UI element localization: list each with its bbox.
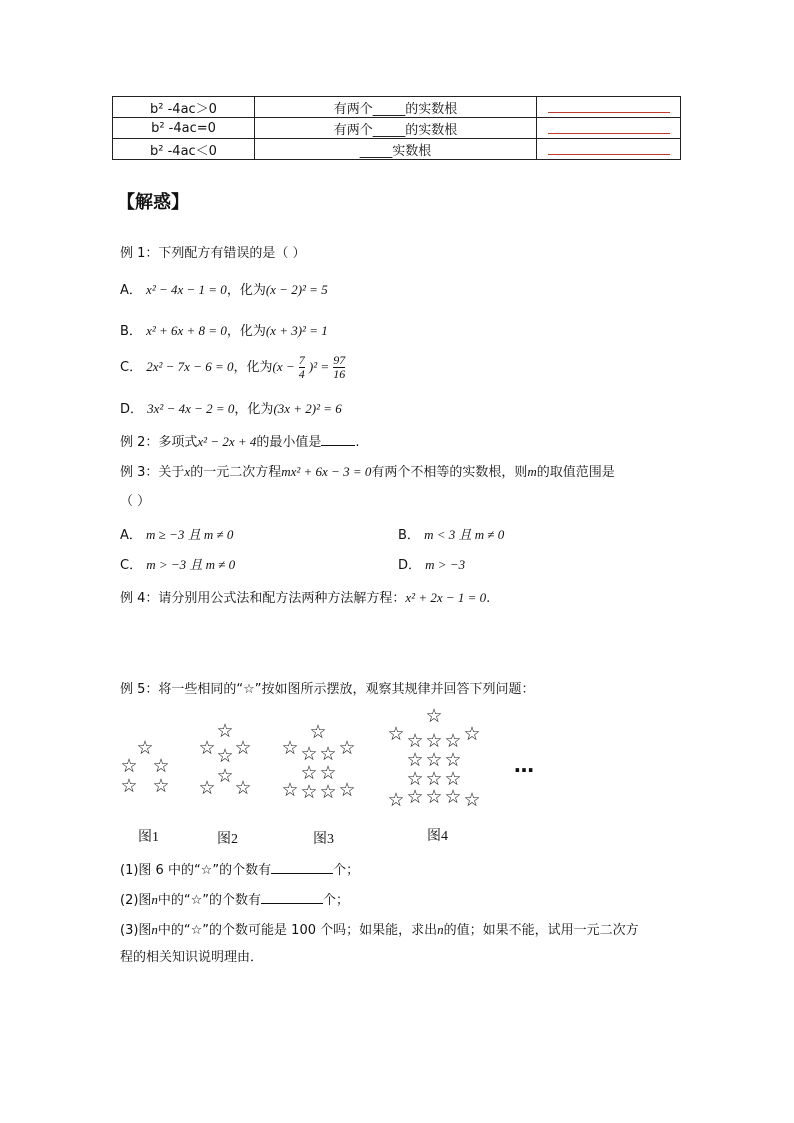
equation: x² + 2x − 1 = 0	[405, 590, 487, 605]
star-icon: ☆	[425, 768, 443, 790]
question-text: 的一元二次方程	[190, 465, 282, 480]
figure-caption: 图4	[427, 829, 448, 844]
star-icon: ☆	[198, 777, 216, 799]
table-cell-result: 有两个_____的实数根	[255, 118, 537, 139]
answer-line	[548, 98, 670, 113]
question-text: 中的“☆”的个数可能是 100 个吗；如果能，求出	[157, 923, 438, 938]
star-icon: ☆	[406, 730, 424, 752]
table-row	[113, 97, 681, 118]
equation: (x −	[272, 359, 295, 374]
question-text: 个；	[333, 863, 360, 878]
variable: n	[437, 922, 444, 937]
example-4	[120, 590, 490, 607]
discriminant-table	[112, 96, 681, 160]
example-5-q3-line2: 程的相关知识说明理由．	[120, 950, 264, 965]
star-icon: ☆	[406, 749, 424, 771]
example-3-option-b	[398, 527, 504, 544]
star-icon: ☆	[300, 781, 318, 803]
answer-blank	[321, 432, 355, 446]
example-1-question: 例 1：下列配方有错误的是（ ）	[120, 246, 306, 261]
question-text: 例 2：多项式	[120, 435, 198, 450]
question-text: (3)图	[120, 923, 152, 938]
numerator: 7	[298, 353, 305, 367]
equation: 3x² − 4x − 2 = 0	[147, 401, 235, 416]
option-text: m > −3 且 m ≠ 0	[146, 557, 236, 572]
option-label: B．	[398, 528, 420, 543]
variable: x	[184, 464, 191, 479]
question-text: (1)图 6 中的“☆”的个数有	[120, 863, 272, 878]
question-text: .	[355, 435, 360, 450]
example-1-option-b	[120, 323, 328, 340]
answer-blank	[261, 890, 323, 904]
table-cell-condition: b² -4ac＞0	[113, 97, 255, 118]
table-row	[113, 118, 681, 139]
star-icon: ☆	[444, 730, 462, 752]
table-cell-answer	[537, 97, 681, 118]
table-cell-condition: b² -4ac＜0	[113, 139, 255, 160]
option-label: D．	[398, 558, 422, 573]
equation: (x − 2)² = 5	[265, 282, 328, 297]
table-row	[113, 139, 681, 160]
option-text: ，化为	[226, 283, 266, 298]
answer-line	[548, 119, 670, 134]
star-icon: ☆	[444, 768, 462, 790]
star-icon: ☆	[216, 745, 234, 767]
star-icon: ☆	[406, 786, 424, 808]
equation: x² − 4x − 1 = 0	[146, 282, 227, 297]
answer-blank	[271, 860, 333, 874]
question-text: 例 4：请分别用公式法和配方法两种方法解方程：	[120, 591, 406, 606]
star-icon: ☆	[281, 779, 299, 801]
option-text: m > −3	[425, 557, 466, 572]
question-text: 个；	[323, 893, 350, 908]
fraction	[299, 354, 305, 381]
star-icon: ☆	[406, 768, 424, 790]
variable: m	[527, 464, 537, 479]
question-text: 的值；如果不能，试用一元二次方	[443, 923, 639, 938]
star-icon: ☆	[425, 730, 443, 752]
figure-caption: 图3	[313, 832, 334, 847]
table-cell-condition: b² -4ac=0	[113, 118, 255, 139]
option-label: C．	[120, 360, 143, 375]
denominator: 4	[298, 367, 305, 381]
example-5-q2	[120, 890, 349, 909]
star-icon: ☆	[281, 737, 299, 759]
star-icon: ☆	[319, 743, 337, 765]
fraction	[333, 354, 345, 381]
star-icon: ☆	[234, 777, 252, 799]
question-text: 的取值范围是	[536, 465, 615, 480]
star-icon: ☆	[319, 762, 337, 784]
option-label: D．	[120, 402, 144, 417]
star-icon: ☆	[300, 762, 318, 784]
option-label: B．	[120, 324, 142, 339]
example-3-question	[120, 464, 615, 481]
example-3-paren: （ ）	[120, 494, 151, 509]
option-label: A．	[120, 283, 142, 298]
example-1-option-a	[120, 282, 328, 299]
variable: n	[151, 922, 158, 937]
star-icon: ☆	[387, 723, 405, 745]
equation: 2x² − 7x − 6 = 0	[146, 359, 234, 374]
option-text: ，化为	[226, 324, 266, 339]
section-heading: 【解惑】	[117, 192, 189, 213]
option-label: C．	[120, 558, 143, 573]
numerator: 97	[333, 353, 346, 367]
answer-line	[548, 140, 670, 155]
star-icon: ☆	[425, 749, 443, 771]
star-icon: ☆	[463, 789, 481, 811]
option-text: ，化为	[233, 360, 273, 375]
star-icon: ☆	[216, 720, 234, 742]
question-text: 有两个不相等的实数根，则	[371, 465, 528, 480]
question-text: 的最小值是	[256, 435, 322, 450]
star-icon: ☆	[444, 786, 462, 808]
denominator: 16	[333, 367, 346, 381]
example-3-option-a	[120, 527, 233, 544]
example-5-question: 例 5：将一些相同的“☆”按如图所示摆放，观察其规律并回答下列问题：	[120, 682, 535, 697]
table-cell-result: _____实数根	[255, 139, 537, 160]
figure-caption: 图1	[138, 830, 159, 845]
star-icon: ☆	[444, 749, 462, 771]
star-figures	[110, 705, 560, 811]
star-icon: ☆	[120, 755, 138, 777]
star-icon: ☆	[300, 743, 318, 765]
equation: x² + 6x + 8 = 0	[146, 323, 227, 338]
equation: mx² + 6x − 3 = 0	[281, 464, 372, 479]
example-1-option-d	[120, 401, 342, 418]
option-text: m < 3 且 m ≠ 0	[424, 527, 505, 542]
star-icon: ☆	[152, 755, 170, 777]
option-text: m ≥ −3 且 m ≠ 0	[146, 527, 234, 542]
star-icon: ☆	[216, 765, 234, 787]
option-text: ，化为	[234, 402, 274, 417]
star-icon: ☆	[120, 775, 138, 797]
table-cell-answer	[537, 118, 681, 139]
star-icon: ☆	[338, 737, 356, 759]
star-icon: ☆	[463, 723, 481, 745]
question-text: .	[486, 591, 491, 606]
figure-caption: 图2	[217, 832, 238, 847]
example-5-q1	[120, 860, 359, 879]
example-3-option-c	[120, 557, 235, 574]
ellipsis: …	[514, 753, 535, 777]
option-label: A．	[120, 528, 142, 543]
star-icon: ☆	[319, 781, 337, 803]
star-icon: ☆	[425, 705, 443, 727]
example-3-option-d	[398, 557, 465, 574]
example-5-q3	[120, 922, 639, 939]
star-icon: ☆	[425, 786, 443, 808]
star-icon: ☆	[387, 789, 405, 811]
equation: x² − 2x + 4	[197, 434, 257, 449]
example-1-option-c	[120, 354, 345, 381]
equation: )² =	[308, 359, 330, 374]
star-icon: ☆	[198, 737, 216, 759]
question-text: 例 3：关于	[120, 465, 185, 480]
table-cell-result: 有两个_____的实数根	[255, 97, 537, 118]
example-2	[120, 432, 360, 451]
equation: (3x + 2)² = 6	[273, 401, 342, 416]
variable: n	[151, 892, 158, 907]
star-icon: ☆	[152, 775, 170, 797]
table-cell-answer	[537, 139, 681, 160]
equation: (x + 3)² = 1	[265, 323, 328, 338]
star-icon: ☆	[309, 721, 327, 743]
question-text: (2)图	[120, 893, 152, 908]
star-icon: ☆	[338, 779, 356, 801]
question-text: 中的“☆”的个数有	[157, 893, 262, 908]
star-icon: ☆	[234, 737, 252, 759]
star-icon: ☆	[136, 737, 154, 759]
